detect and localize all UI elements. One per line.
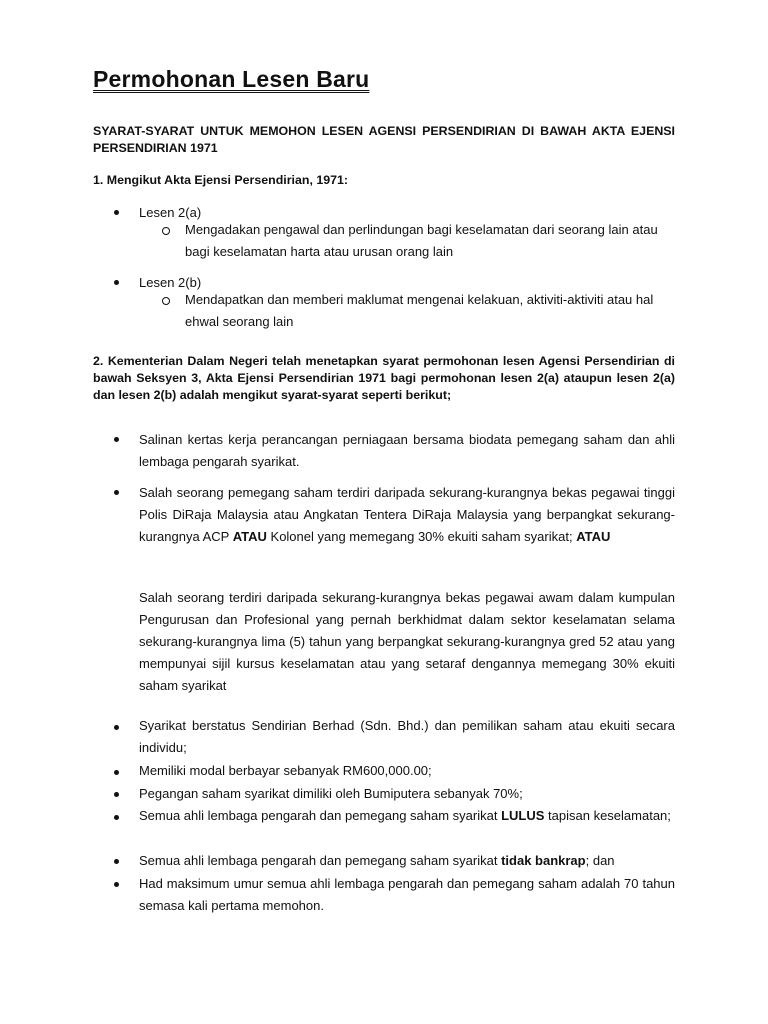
requirement-not-bankrupt: Semua ahli lembaga pengarah dan pemegang saham syarikat tidak bankrap; dan [139,853,615,868]
bullet-icon [114,280,122,288]
bullet-icon [114,725,122,733]
section-2-heading: 2. Kementerian Dalam Negeri telah menetapkan syarat permohonan lesen Agensi Persendirian di bawah Seksyen 3, Akta Ejensi Persendirian 1971 bagi permohonan lesen 2(a) ataupun lesen 2(a) dan lesen 2(b) adalah mengikut syarat-syarat seperti berikut; [93,354,675,402]
requirement-paid-capital: Memiliki modal berbayar sebanyak RM600,000.00; [139,763,432,778]
section-1-heading: 1. Mengikut Akta Ejensi Persendirian, 1971: [93,173,349,187]
license-2a-label: Lesen 2(a) [139,205,202,220]
requirement-business-plan: Salinan kertas kerja perancangan perniagaan bersama biodata pemegang saham dan ahli lembaga pengarah syarikat. [139,432,675,469]
sub-bullet-icon [162,227,170,235]
license-2b-description: Mendapatkan dan memberi maklumat mengenai kelakuan, aktiviti-aktiviti atau hal ehwal seorang lain [185,292,654,329]
bullet-icon [114,437,122,445]
bullet-icon [114,815,122,823]
bullet-icon [114,859,122,867]
requirement-alternative-paragraph: Salah seorang terdiri daripada sekurang-kurangnya bekas pegawai awam dalam kumpulan Pengurusan dan Profesional yang pernah berkhidmat dalam sektor keselamatan selama sekurang-kurangnya lima (5) tahun yang berpangkat sekurang-kurangnya gred 52 atau yang mempunyai sijil kursus keselamatan atau yang setaraf dengannya memegang 30% ekuiti saham syarikat [139,590,675,693]
bullet-icon [114,770,122,778]
requirement-security-clearance: Semua ahli lembaga pengarah dan pemegang saham syarikat LULUS tapisan keselamatan; [139,808,671,823]
bullet-icon [114,490,122,498]
bullet-icon [114,792,122,800]
requirement-bumiputera-share: Pegangan saham syarikat dimiliki oleh Bumiputera sebanyak 70%; [139,786,523,801]
sub-bullet-icon [162,297,170,305]
main-heading: SYARAT-SYARAT UNTUK MEMOHON LESEN AGENSI PERSENDIRIAN DI BAWAH AKTA EJENSI PERSENDIRIAN 1971 [93,124,675,155]
page-title: Permohonan Lesen Baru [93,66,370,92]
requirement-company-status: Syarikat berstatus Sendirian Berhad (Sdn. Bhd.) dan pemilikan saham atau ekuiti secara individu; [139,718,675,755]
bullet-icon [114,882,122,890]
requirement-max-age: Had maksimum umur semua ahli lembaga pengarah dan pemegang saham adalah 70 tahun semasa kali pertama memohon. [139,876,675,913]
requirement-shareholder-officer: Salah seorang pemegang saham terdiri daripada sekurang-kurangnya bekas pegawai tinggi Polis DiRaja Malaysia atau Angkatan Tentera DiRaja Malaysia yang berpangkat sekurang-kurangnya ACP ATAU Kolonel yang memegang 30% ekuiti saham syarikat; ATAU [139,485,675,544]
bullet-icon [114,210,122,218]
license-2a-description: Mengadakan pengawal dan perlindungan bagi keselamatan dari seorang lain atau bagi keselamatan harta atau urusan orang lain [185,222,658,259]
license-2b-label: Lesen 2(b) [139,275,202,290]
